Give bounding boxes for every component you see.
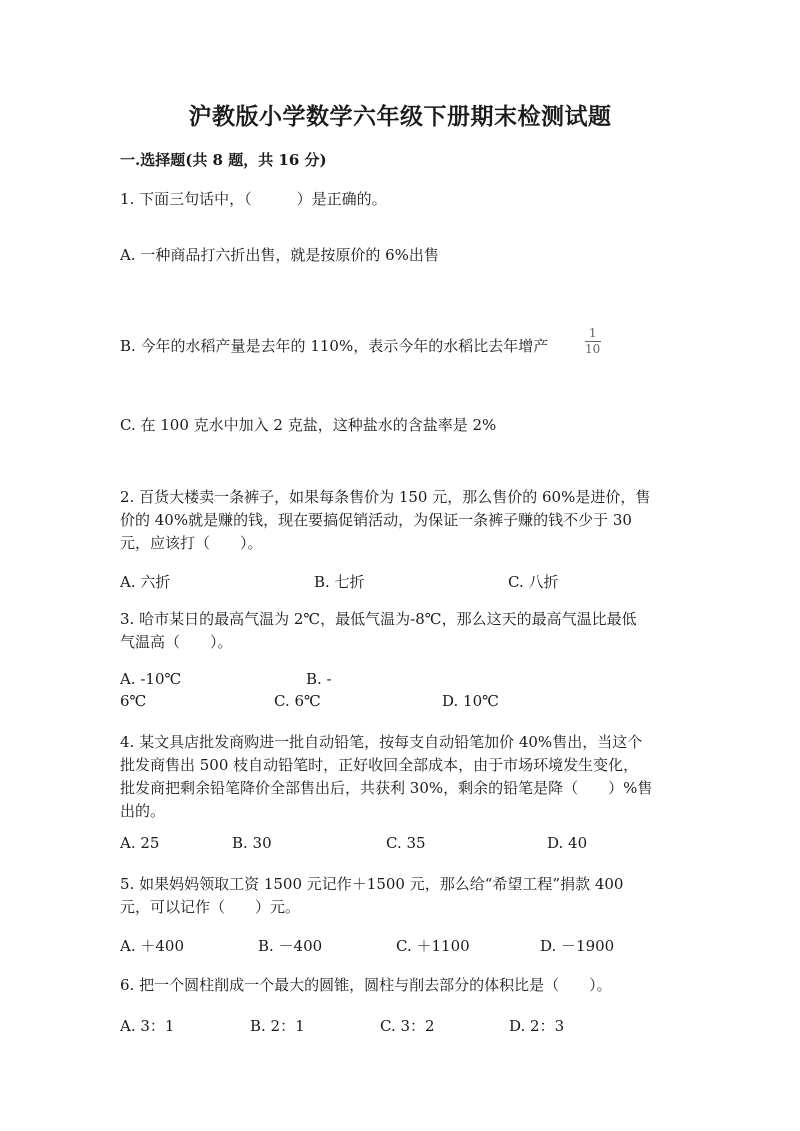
question-4-stem-line-1: 4. 某文具店批发商购进一批自动铅笔，按每支自动铅笔加价 40%售出，当这个 (120, 733, 643, 751)
question-2-option-b: B. 七折 (314, 573, 365, 591)
question-6-option-a: A. 3：1 (120, 1017, 175, 1035)
question-6-option-b: B. 2：1 (250, 1017, 305, 1035)
question-4-option-b: B. 30 (232, 834, 272, 852)
question-3-option-a: A. -10℃ (120, 670, 182, 688)
question-4-option-a: A. 25 (120, 834, 160, 852)
question-3-option-b-cont: 6℃ (120, 692, 147, 710)
fraction-denominator: 10 (585, 342, 601, 356)
question-3-option-c: C. 6℃ (274, 692, 321, 710)
question-6-stem: 6. 把一个圆柱削成一个最大的圆锥，圆柱与削去部分的体积比是（ ）。 (120, 976, 612, 994)
question-6-option-d: D. 2：3 (509, 1017, 565, 1035)
question-5-option-b: B. －400 (258, 937, 323, 955)
question-4-stem-line-2: 批发商售出 500 枝自动铅笔时，正好收回全部成本，由于市场环境发生变化， (120, 756, 639, 774)
question-1-option-c: C. 在 100 克水中加入 2 克盐，这种盐水的含盐率是 2% (120, 416, 497, 434)
question-3-stem-line-1: 3. 哈市某日的最高气温为 2℃，最低气温为-8℃，那么这天的最高气温比最低 (120, 610, 637, 628)
section-heading: 一.选择题(共 8 题，共 16 分) (120, 151, 327, 169)
question-5-stem-line-1: 5. 如果妈妈领取工资 1500 元记作＋1500 元，那么给“希望工程”捐款 400 (120, 875, 624, 893)
question-2-option-c: C. 八折 (508, 573, 559, 591)
question-1-option-b: B. 今年的水稻产量是去年的 110%，表示今年的水稻比去年增产 (120, 337, 549, 355)
page-title: 沪教版小学数学六年级下册期末检测试题 (188, 103, 612, 130)
question-5-option-c: C. ＋1100 (396, 937, 470, 955)
question-4-option-d: D. 40 (547, 834, 588, 852)
question-3-option-d: D. 10℃ (442, 692, 499, 710)
question-3-option-b: B. - (306, 670, 332, 688)
question-5-option-d: D. －1900 (540, 937, 615, 955)
fraction-one-tenth (583, 327, 602, 356)
question-2-option-a: A. 六折 (120, 573, 171, 591)
question-2-stem-line-1: 2. 百货大楼卖一条裤子，如果每条售价为 150 元，那么售价的 60%是进价，售 (120, 488, 651, 506)
question-5-option-a: A. ＋400 (120, 937, 184, 955)
question-4-stem-line-3: 批发商把剩余铅笔降价全部售出后，共获利 30%，剩余的铅笔是降（ ）%售 (120, 779, 653, 797)
question-2-stem-line-2: 价的 40%就是赚的钱，现在要搞促销活动，为保证一条裤子赚的钱不少于 30 (120, 511, 632, 529)
question-3-stem-line-2: 气温高（ ）。 (120, 633, 233, 651)
question-2-stem-line-3: 元，应该打（ ）。 (120, 534, 263, 552)
question-1-option-a: A. 一种商品打六折出售，就是按原价的 6%出售 (120, 246, 439, 264)
question-4-stem-line-4: 出的。 (120, 802, 166, 820)
question-6-option-c: C. 3：2 (380, 1017, 435, 1035)
question-5-stem-line-2: 元，可以记作（ ）元。 (120, 898, 301, 916)
fraction-numerator: 1 (588, 326, 597, 340)
question-1-stem: 1. 下面三句话中，（ ）是正确的。 (120, 190, 387, 208)
question-4-option-c: C. 35 (386, 834, 426, 852)
